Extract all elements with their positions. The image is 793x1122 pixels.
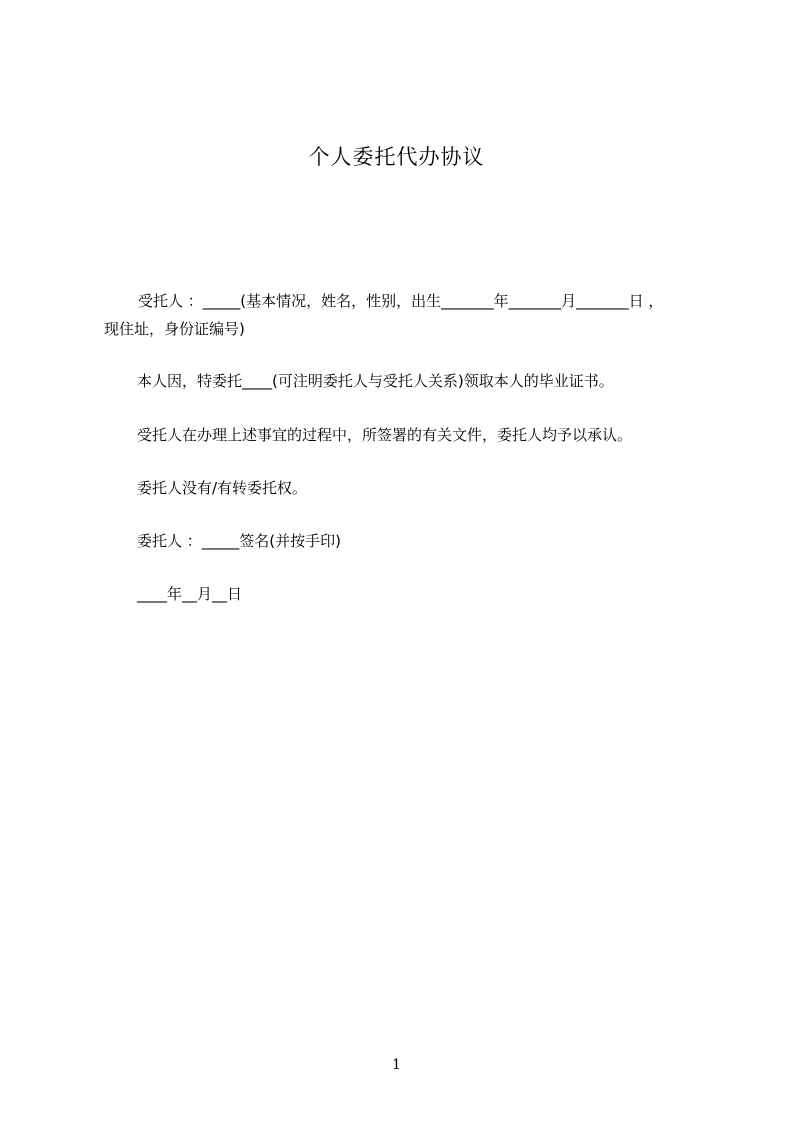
trustee-info-line-2: 现住址，身份证编号) <box>104 320 245 338</box>
document-title: 个人委托代办协议 <box>308 145 485 169</box>
page-number: 1 <box>392 1057 401 1073</box>
acknowledgement-paragraph: 受托人在办理上述事宜的过程中，所签署的有关文件，委托人均予以承认。 <box>137 426 633 444</box>
date-line: ____年__月__日 <box>137 585 243 603</box>
signature-line: 委托人 ：_____签名(并按手印) <box>137 532 341 550</box>
subdelegation-paragraph: 委托人没有/有转委托权。 <box>137 479 308 497</box>
delegation-reason-paragraph: 本人因，特委托____(可注明委托人与受托人关系)领取本人的毕业证书。 <box>137 372 614 390</box>
trustee-info-line-1: 受托人 ：_____(基本情况，姓名，性别，出生_______年_______月_______日 ， <box>138 292 664 310</box>
